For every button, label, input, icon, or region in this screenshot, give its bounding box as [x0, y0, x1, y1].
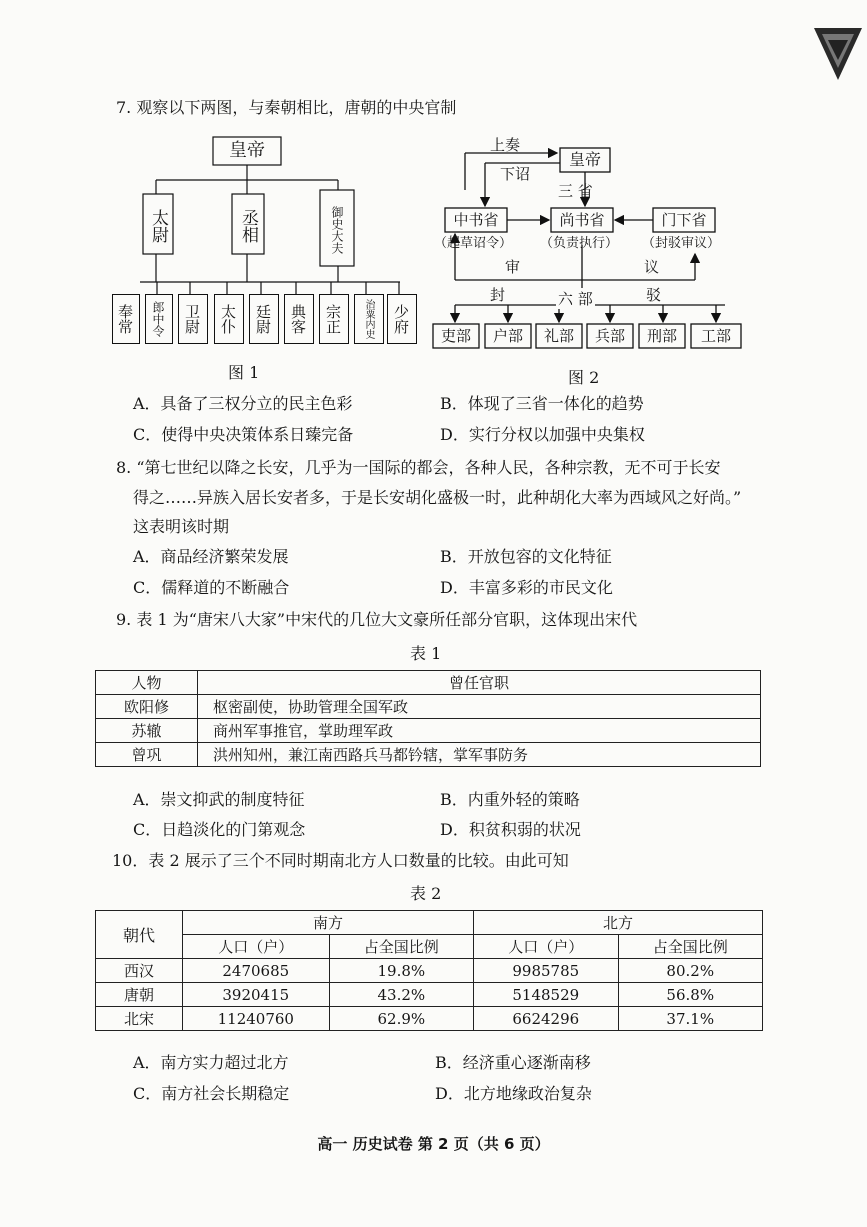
q10-cell: 80.2%: [618, 959, 762, 983]
q10-subheader: 人口（户）: [183, 935, 330, 959]
q10-option-a[interactable]: A．南方实力超过北方: [133, 1053, 289, 1072]
q10-option-c[interactable]: C．南方社会长期稳定: [133, 1084, 290, 1103]
fig2-ministry-label: 刑部: [646, 327, 677, 345]
fig2-shangshu-role: （负责执行）: [540, 236, 619, 251]
fig1-yushidafu-label: 御史大夫: [330, 206, 344, 254]
fig2-shen-label: 审: [505, 258, 521, 276]
q8-option-a[interactable]: A．商品经济繁荣发展: [133, 547, 289, 566]
fig2-emperor-label: 皇帝: [568, 150, 601, 169]
fig2-zhongshusheng-label: 中书省: [453, 211, 499, 229]
fig1-minister-box: 奉常: [112, 294, 140, 344]
table-row: [96, 1007, 763, 1031]
fig2-xiazhao-label: 下诏: [500, 165, 531, 183]
fig1-minister-box: 郎中令: [145, 294, 173, 344]
table-row: [96, 719, 761, 743]
table-row: [96, 695, 761, 719]
q9-cell: 商州军事推官，掌助理军政: [198, 719, 761, 743]
fig2-zhongshu-role: （起草诏令）: [434, 236, 513, 251]
q10-subheader: 占全国比例: [618, 935, 762, 959]
fig1-taiwei-label: 太尉: [148, 209, 168, 243]
q9-cell: 曾巩: [96, 743, 198, 767]
q8-option-c[interactable]: C．儒释道的不断融合: [133, 578, 290, 597]
fig2-ministry-label: 户部: [492, 327, 523, 345]
q9-option-d[interactable]: D．积贫积弱的状况: [440, 820, 581, 839]
q9-header-office: 曾任官职: [198, 671, 761, 695]
q10-cell: 62.9%: [329, 1007, 473, 1031]
fig1-minister-box: 少府: [387, 294, 417, 344]
q10-header-dynasty: 朝代: [96, 911, 183, 959]
q7-option-d[interactable]: D．实行分权以加强中央集权: [440, 425, 645, 444]
fig1-caption: 图 1: [228, 363, 260, 382]
q8-option-b[interactable]: B．开放包容的文化特征: [440, 547, 612, 566]
q7-option-c[interactable]: C．使得中央决策体系日臻完备: [133, 425, 354, 444]
fig2-caption: 图 2: [568, 368, 600, 387]
fig2-menxiasheng-label: 门下省: [661, 211, 707, 229]
fig1-minister-box: 太仆: [214, 294, 244, 344]
q9-stem: 9. 表 1 为“唐宋八大家”中宋代的几位大文豪所任部分官职，这体现出宋代: [116, 610, 638, 629]
q10-cell: 11240760: [183, 1007, 330, 1031]
q10-cell: 唐朝: [96, 983, 183, 1007]
fig1-chengxiang-label: 丞相: [238, 209, 258, 243]
table-row: [96, 983, 763, 1007]
q9-table-title: 表 1: [410, 644, 442, 663]
fig2-shangzou-label: 上奏: [490, 136, 521, 154]
q10-table-title: 表 2: [410, 884, 442, 903]
q10-cell: 5148529: [474, 983, 618, 1007]
q10-cell: 2470685: [183, 959, 330, 983]
fig2-liubu-label: 六 部: [558, 290, 593, 308]
q10-cell: 37.1%: [618, 1007, 762, 1031]
fig1-minister-box: 典客: [284, 294, 314, 344]
q10-cell: 6624296: [474, 1007, 618, 1031]
q8-line-1: 8. “第七世纪以降之长安，几乎为一国际的都会，各种人民，各种宗教，无不可于长安: [116, 458, 721, 477]
page-footer: 高一 历史试卷 第 2 页（共 6 页）: [317, 1135, 550, 1153]
q10-header-north: 北方: [474, 911, 763, 935]
q10-cell: 西汉: [96, 959, 183, 983]
table-row: [96, 743, 761, 767]
q9-option-a[interactable]: A．崇文抑武的制度特征: [133, 790, 305, 809]
q10-header-south: 南方: [183, 911, 474, 935]
fig2-shangshusheng-label: 尚书省: [559, 211, 605, 229]
fig1-emperor-label: 皇帝: [229, 140, 265, 161]
q10-cell: 43.2%: [329, 983, 473, 1007]
fig2-ministry-label: 兵部: [594, 327, 625, 345]
fig2-bo-label: 驳: [646, 286, 662, 304]
q10-cell: 北宋: [96, 1007, 183, 1031]
q8-option-d[interactable]: D．丰富多彩的市民文化: [440, 578, 613, 597]
corner-logo-icon: [812, 24, 864, 82]
q9-cell: 欧阳修: [96, 695, 198, 719]
fig2-ministry-label: 礼部: [543, 327, 574, 345]
fig1-minister-box: 廷尉: [249, 294, 279, 344]
q10-stem: 10．表 2 展示了三个不同时期南北方人口数量的比较。由此可知: [112, 851, 569, 870]
q9-cell: 苏辙: [96, 719, 198, 743]
fig1-minister-box: 治粟内史: [354, 294, 384, 344]
q9-cell: 枢密副使，协助管理全国军政: [198, 695, 761, 719]
fig2-feng-label: 封: [490, 286, 506, 304]
table-row: [96, 959, 763, 983]
q10-option-d[interactable]: D．北方地缘政治复杂: [435, 1084, 592, 1103]
q8-line-2: 得之……异族入居长安者多，于是长安胡化盛极一时，此种胡化大率为西域风之好尚。”: [133, 488, 742, 507]
q8-line-3: 这表明该时期: [133, 517, 230, 536]
fig1-minister-box: 卫尉: [178, 294, 208, 344]
q10-table: [95, 910, 763, 1031]
q10-subheader: 人口（户）: [474, 935, 618, 959]
fig2-sansheng-label: 三 省: [558, 182, 593, 200]
q10-option-b[interactable]: B．经济重心逐渐南移: [435, 1053, 591, 1072]
q9-option-c[interactable]: C．日趋淡化的门第观念: [133, 820, 306, 839]
fig2-ministry-label: 吏部: [440, 327, 471, 345]
q10-cell: 56.8%: [618, 983, 762, 1007]
q7-stem: 7. 观察以下两图，与秦朝相比，唐朝的中央官制: [116, 98, 457, 117]
q7-option-b[interactable]: B．体现了三省一体化的趋势: [440, 394, 644, 413]
q9-table: [95, 670, 761, 767]
q10-subheader: 占全国比例: [329, 935, 473, 959]
q9-header-person: 人物: [96, 671, 198, 695]
q7-option-a[interactable]: A．具备了三权分立的民主色彩: [133, 394, 353, 413]
fig1-minister-box: 宗正: [319, 294, 349, 344]
q10-cell: 9985785: [474, 959, 618, 983]
q10-cell: 3920415: [183, 983, 330, 1007]
q9-cell: 洪州知州，兼江南西路兵马都钤辖，掌军事防务: [198, 743, 761, 767]
fig2-ministry-label: 工部: [700, 327, 731, 345]
fig2-yi-label: 议: [644, 258, 660, 276]
fig2-menxia-role: （封驳审议）: [642, 236, 721, 251]
q9-option-b[interactable]: B．内重外轻的策略: [440, 790, 580, 809]
q10-cell: 19.8%: [329, 959, 473, 983]
